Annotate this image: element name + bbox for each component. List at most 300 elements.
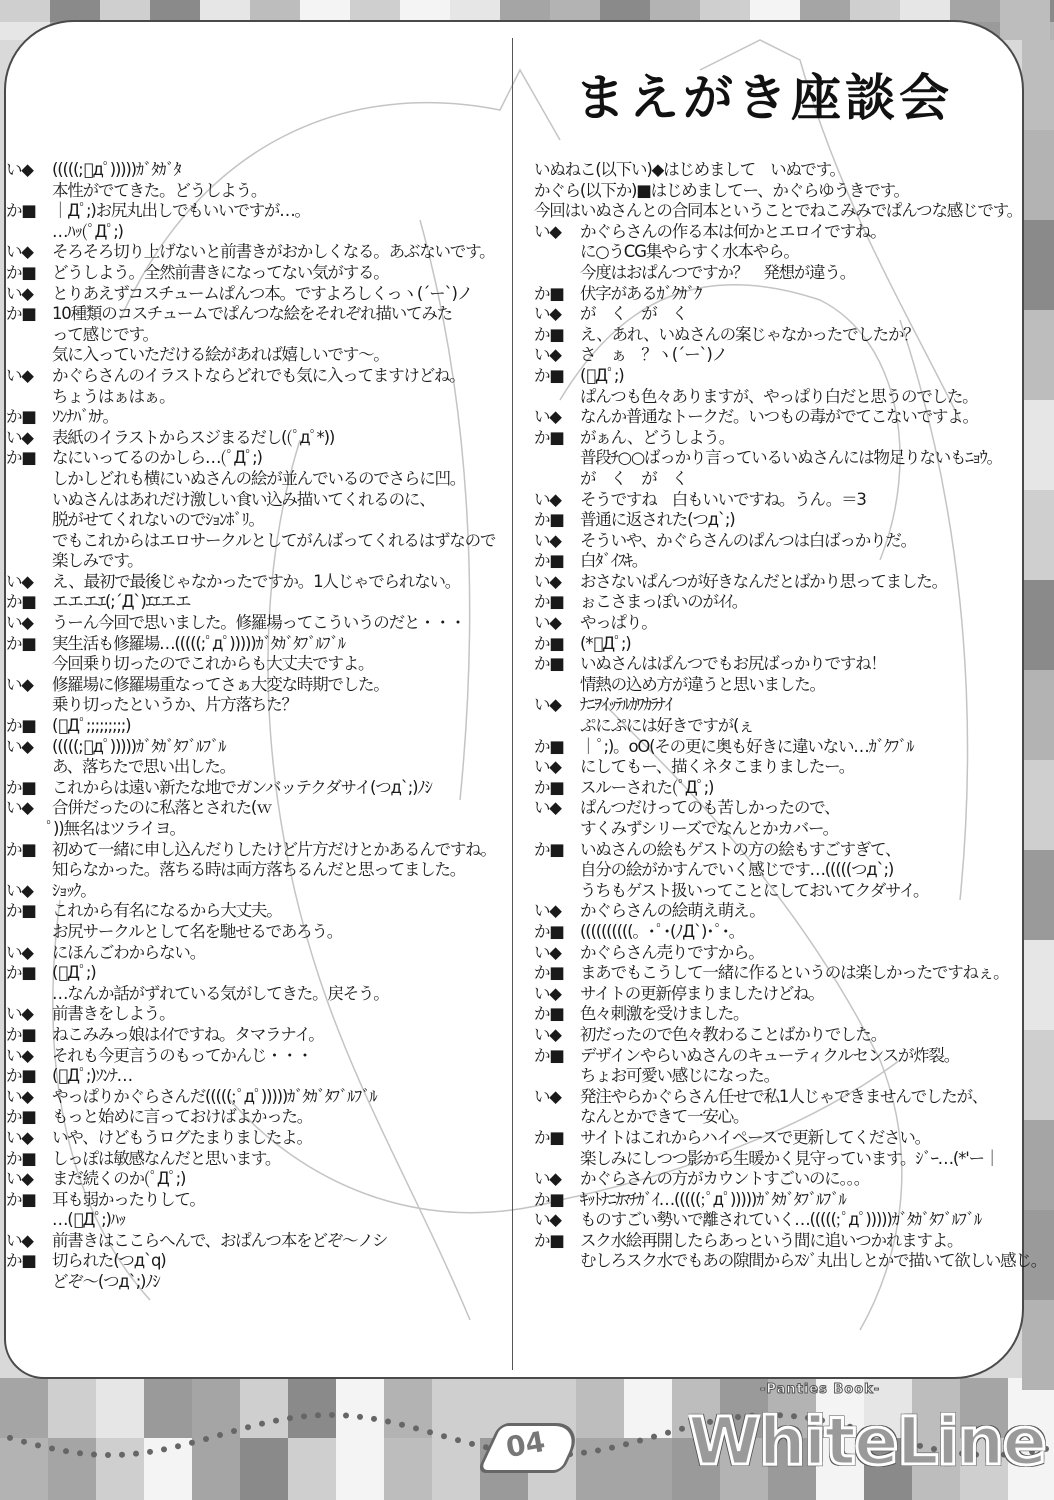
dialogue-line [6, 695, 506, 716]
speaker-marker: か■ [6, 1251, 36, 1271]
dialogue-text: が く が く [580, 304, 688, 324]
speaker-marker: い◆ [6, 160, 33, 179]
speaker-marker: か■ [534, 1230, 564, 1250]
speaker-marker: い◆ [6, 736, 33, 756]
dialogue-text: 楽しみです。 [52, 551, 143, 571]
speaker-marker: い◆ [6, 1004, 33, 1024]
dialogue-text: が く が く [580, 468, 688, 488]
dialogue-line [534, 222, 1024, 243]
dialogue-line [6, 592, 506, 613]
speaker-marker: い◆ [6, 427, 33, 447]
dialogue-text: おさないぱんつが好きなんだとばかり思ってました。 [580, 571, 947, 591]
dialogue-line [6, 1149, 506, 1170]
dialogue-text: 初めて一緒に申し込んだりしたけど片方だけとかあるんですね。 [52, 839, 496, 859]
speaker-marker: い◆ [534, 798, 561, 818]
mosaic-tile [1050, 22, 1054, 40]
dialogue-line [534, 387, 1024, 408]
dialogue-text: ｜Дﾟ;)お尻丸出しでもいいですが…。 [52, 201, 310, 221]
speaker-marker: い◆ [6, 798, 33, 818]
speaker-marker [6, 469, 52, 490]
dialogue-text: …ﾊｯ(ﾟДﾟ;) [52, 221, 123, 241]
speaker-marker: い◆ [6, 242, 33, 262]
speaker-marker: い◆ [6, 365, 33, 385]
dialogue-line [534, 325, 1024, 346]
dialogue-text: デザインやらいぬさんのキューティクルセンスが炸裂。 [580, 1045, 960, 1065]
dialogue-line [534, 1025, 1024, 1046]
dialogue-text: 発注やらかぐらさん任せで私1人じゃできませんでしたが、 [580, 1086, 988, 1106]
speaker-marker: か■ [534, 654, 564, 674]
speaker-marker: い◆ [6, 1045, 33, 1065]
dialogue-line [534, 490, 1024, 511]
dialogue-text: (ﾟДﾟ;)ｿﾝﾅ… [52, 1066, 132, 1086]
dialogue-line [534, 695, 1024, 716]
dialogue-text: 乗り切ったというか、片方落ちた？ [52, 695, 297, 715]
dialogue-line [6, 242, 506, 263]
dialogue-line [534, 469, 1024, 490]
dialogue-line [6, 840, 506, 861]
speaker-marker: い◆ [534, 1086, 561, 1106]
speaker-marker [534, 860, 580, 881]
dialogue-text: 前書きをしよう。 [52, 1004, 175, 1024]
wave-dot [119, 1452, 125, 1458]
dialogue-text: 普通に返された(つд`;) [580, 510, 735, 530]
speaker-marker [6, 181, 52, 202]
wave-dot [315, 1412, 321, 1418]
dialogue-line [534, 860, 1024, 881]
mosaic-tile [300, 0, 350, 22]
speaker-marker [534, 1251, 580, 1272]
dialogue-text: スク水絵再開したらあっという間に追いつかれますよ。 [580, 1230, 963, 1250]
dialogue-text: そういや、かぐらさんのぱんつは白ばっかりだ。 [580, 530, 916, 550]
speaker-marker: か■ [6, 963, 36, 983]
speaker-marker: い◆ [6, 942, 33, 962]
dialogue-line [534, 448, 1024, 469]
mosaic-tile [650, 0, 700, 22]
speaker-marker: か■ [534, 1045, 564, 1065]
dialogue-line [534, 654, 1024, 675]
speaker-marker: い◆ [534, 530, 561, 550]
mosaic-tile [1022, 490, 1054, 580]
dialogue-text: ぱんつだけってのも苦しかったので、 [580, 798, 840, 818]
speaker-marker: か■ [534, 1189, 564, 1209]
wave-dot [413, 1425, 419, 1431]
dialogue-text: でもこれからはエロサークルとしてがんばってくれるはずなので [52, 530, 496, 550]
dialogue-line [6, 284, 506, 305]
speaker-marker: い◆ [6, 283, 33, 303]
dialogue-text: かぐらさんの絵萌え萌え。 [580, 901, 765, 921]
dialogue-text: ものすごい勢いで離されていく…(((((;ﾟдﾟ)))))ｶﾞﾀｶﾞﾀﾌﾞﾙﾌﾞﾙ [580, 1210, 981, 1230]
dialogue-line [6, 1231, 506, 1252]
dialogue-line [534, 572, 1024, 593]
speaker-marker [534, 242, 580, 263]
dialogue-text: 前書きはここらへんで、おぱんつ本をどぞ～ノシ [52, 1230, 388, 1250]
mosaic-tile [350, 0, 400, 22]
speaker-marker [6, 325, 52, 346]
mosaic-tile [700, 0, 750, 22]
speaker-marker: い◆ [534, 1210, 561, 1230]
dialogue-line [6, 366, 506, 387]
dialogue-line [534, 592, 1024, 613]
dialogue-line [6, 1087, 506, 1108]
dialogue-text: ｷｯﾄﾅﾆｶﾏﾁｶﾞｲ…(((((;ﾟдﾟ)))))ｶﾞﾀｶﾞﾀﾌﾞﾙﾌﾞﾙ [580, 1189, 846, 1209]
dialogue-text: まだ続くのか(ﾟДﾟ;) [52, 1169, 186, 1189]
mosaic-tile [900, 0, 950, 22]
speaker-marker [534, 448, 580, 469]
wave-dot [259, 1421, 265, 1427]
dialogue-text: なんとかできて一安心。 [580, 1107, 749, 1127]
dialogue-text: 初だったので色々教わることばかりでした。 [580, 1024, 887, 1044]
speaker-marker [6, 1272, 52, 1293]
speaker-marker: か■ [534, 963, 564, 983]
speaker-marker [6, 757, 52, 778]
mosaic-tile [1050, 0, 1054, 22]
dialogue-line [6, 304, 506, 325]
dialogue-text: いぬねこ(以下い)◆はじめまして いぬです。 [534, 160, 845, 179]
dialogue-line [6, 407, 506, 428]
mosaic-tile [800, 0, 850, 22]
dialogue-text: がぁん、どうしよう。 [580, 427, 734, 447]
dialogue-line [534, 963, 1024, 984]
wave-dot [273, 1418, 279, 1424]
speaker-marker: か■ [6, 1107, 36, 1127]
dialogue-line [6, 325, 506, 346]
left-column-dialogue [6, 160, 506, 1293]
speaker-marker [534, 1107, 580, 1128]
dialogue-line [6, 984, 506, 1005]
dialogue-text: 今回はいぬさんとの合同本ということでねこみみでぱんつな感じです。 [534, 201, 1022, 221]
speaker-marker [534, 1066, 580, 1087]
dialogue-text: (ﾟДﾟ;) [580, 365, 624, 385]
speaker-marker: か■ [6, 201, 36, 221]
dialogue-line [534, 922, 1024, 943]
dialogue-text: (((((;ﾟдﾟ)))))ｶﾞﾀｶﾞﾀ [52, 160, 181, 179]
dialogue-line [6, 1272, 506, 1293]
dialogue-line [6, 737, 506, 758]
dialogue-line [6, 160, 506, 181]
mosaic-tile [1022, 760, 1054, 850]
mosaic-tile [1022, 1300, 1054, 1390]
wave-dot [231, 1428, 237, 1434]
dialogue-text: ｜ﾟ;)。oO(その更に奥も好きに違いない…ｶﾞｸﾌﾞﾙ [580, 736, 914, 756]
speaker-marker [6, 922, 52, 943]
dialogue-line [6, 510, 506, 531]
mosaic-tile [1022, 1030, 1054, 1120]
dialogue-text: ぱんつも色々ありますが、やっぱり白だと思うのでした。 [580, 386, 978, 406]
mosaic-tile [1022, 1120, 1054, 1210]
wave-dot [343, 1413, 349, 1419]
dialogue-text: いや、けどもうログたまりましたよ。 [52, 1127, 312, 1147]
speaker-marker: か■ [534, 324, 564, 344]
mosaic-tile [150, 0, 200, 22]
speaker-marker: か■ [534, 365, 564, 385]
dialogue-line [6, 490, 506, 511]
dialogue-line [534, 242, 1024, 263]
speaker-marker: か■ [534, 510, 564, 530]
wave-dot [385, 1419, 391, 1425]
dialogue-text: にほんごわからない。 [52, 942, 206, 962]
page-title: まえがき座談会 [575, 69, 953, 127]
speaker-marker: か■ [6, 1189, 36, 1209]
dialogue-text: すくみずシリーズでなんとかカバー。 [580, 819, 838, 838]
dialogue-line [6, 1210, 506, 1231]
dialogue-line [6, 387, 506, 408]
dialogue-line [534, 984, 1024, 1005]
dialogue-line [534, 737, 1024, 758]
speaker-marker: か■ [6, 262, 36, 282]
dialogue-text: ぷにぷには好きですが(ぇ [580, 716, 754, 736]
dialogue-line [534, 1190, 1024, 1211]
mosaic-tile [750, 0, 800, 22]
speaker-marker: い◆ [6, 1169, 33, 1189]
dialogue-line [6, 201, 506, 222]
dialogue-line [534, 1128, 1024, 1149]
dialogue-line [534, 1066, 1024, 1087]
wave-dot [245, 1424, 251, 1430]
speaker-marker [6, 222, 52, 243]
dialogue-line [6, 860, 506, 881]
speaker-marker: か■ [6, 592, 36, 612]
dialogue-text: あ、落ちたで思い出した。 [52, 757, 235, 777]
dialogue-line [6, 1128, 506, 1149]
wave-dot [581, 1450, 587, 1456]
wave-dot [175, 1443, 181, 1449]
mosaic-tile [1022, 580, 1054, 670]
dialogue-text: やっぱり。 [580, 613, 657, 633]
wave-dot [63, 1448, 69, 1454]
speaker-marker: か■ [6, 839, 36, 859]
dialogue-line [6, 819, 506, 840]
dialogue-line [6, 181, 506, 202]
speaker-marker [6, 551, 52, 572]
dialogue-text: 白ﾀﾞｲｽｷ。 [580, 551, 648, 571]
dialogue-text: エエエｴ(;´Д`)ｴｴエエ [52, 592, 191, 612]
speaker-marker [6, 387, 52, 408]
dialogue-line [534, 1087, 1024, 1108]
dialogue-text: 合併だったのに私落とされた(ｗ [52, 798, 272, 818]
dialogue-line [6, 634, 506, 655]
dialogue-line [6, 963, 506, 984]
mosaic-tile [1022, 310, 1054, 400]
mosaic-tile [450, 0, 500, 22]
speaker-marker: か■ [6, 304, 36, 324]
dialogue-line [534, 675, 1024, 696]
dialogue-text: かぐらさんのイラストならどれでも気に入ってますけどね。 [52, 365, 465, 385]
speaker-marker: い◆ [534, 983, 561, 1003]
speaker-marker: い◆ [6, 880, 33, 900]
dialogue-text: (ﾟДﾟ;) [52, 963, 96, 983]
dialogue-line [534, 428, 1024, 449]
dialogue-line [534, 819, 1024, 840]
wave-dot [161, 1446, 167, 1452]
dialogue-line [534, 1231, 1024, 1252]
dialogue-text: そうですね 白もいいですね。うん。＝3 [580, 489, 866, 509]
speaker-marker: か■ [6, 1066, 36, 1086]
dialogue-text: うちもゲスト扱いってことにしておいてクダサイ。 [580, 880, 929, 900]
dialogue-text: ﾅﾆｦｲｯﾃﾙｶﾜｶﾗﾅｲ [580, 695, 672, 715]
dialogue-text: スルーされた(ﾟДﾟ;) [580, 777, 714, 797]
speaker-marker: か■ [534, 777, 564, 797]
speaker-marker [534, 263, 580, 284]
logo-subtitle: -Panties Book- [760, 1382, 881, 1397]
speaker-marker [534, 819, 580, 840]
speaker-marker [534, 469, 580, 490]
speaker-marker [534, 1149, 580, 1170]
speaker-marker: い◆ [534, 407, 561, 427]
wave-dot [595, 1447, 601, 1453]
dialogue-line [534, 345, 1024, 366]
dialogue-line [6, 1004, 506, 1025]
dialogue-text: にしてもー、描くネタこまりましたー。 [580, 757, 855, 777]
dialogue-text: ねこみみっ娘はｲｲですね。タマラナイ。 [52, 1024, 324, 1044]
dialogue-text: そろそろ切り上げないと前書きがおかしくなる。あぶないです。 [52, 242, 495, 262]
speaker-marker [534, 387, 580, 408]
speaker-marker: か■ [6, 716, 36, 736]
wave-dot [609, 1445, 615, 1451]
dialogue-text: 楽しみにしつつ影から生暖かく見守っています。ｼﾞｰ…(*'ー｜ [580, 1148, 1000, 1168]
dialogue-line [6, 922, 506, 943]
dialogue-line [534, 757, 1024, 778]
speaker-marker: い◆ [6, 674, 33, 694]
dialogue-line [534, 1169, 1024, 1190]
dialogue-text: ちょお可愛い感じになった。 [580, 1066, 779, 1086]
speaker-marker: か■ [534, 633, 564, 653]
dialogue-line [534, 510, 1024, 531]
dialogue-line [6, 1107, 506, 1128]
dialogue-text: 表紙のイラストからスジまるだし((ﾟдﾟ*)) [52, 427, 335, 447]
dialogue-line [6, 778, 506, 799]
dialogue-text: 自分の絵がかすんでいく感じです…(((((つд`;) [580, 860, 894, 880]
speaker-marker: か■ [6, 901, 36, 921]
dialogue-text: かぐら(以下か)■はじめましてー、かぐらゆうきです。 [534, 180, 909, 200]
speaker-marker: い◆ [6, 571, 33, 591]
wave-dot [665, 1430, 671, 1436]
dialogue-line [534, 366, 1024, 387]
dialogue-text: って感じです。 [52, 324, 158, 344]
dialogue-text: ｿﾝﾅﾊﾞｶﾅ。 [52, 407, 118, 427]
dialogue-text: 脱がせてくれないのでｼｮﾝﾎﾞﾘ。 [52, 510, 264, 530]
dialogue-text: に○うCG集やらすく水本やら。 [580, 242, 799, 262]
dialogue-line [6, 943, 506, 964]
dialogue-text: 修羅場に修羅場重なってさぁ大変な時期でした。 [52, 674, 389, 694]
dialogue-line [534, 798, 1024, 819]
speaker-marker: い◆ [534, 901, 561, 921]
dialogue-text: 色々刺激を受けました。 [580, 1004, 749, 1024]
dialogue-line [534, 531, 1024, 552]
dialogue-line [6, 222, 506, 243]
dialogue-text: お尻サークルとして名を馳せるであろう。 [52, 921, 343, 941]
wave-dot [287, 1415, 293, 1421]
mosaic-tile [1000, 22, 1050, 40]
mosaic-tile [1022, 40, 1054, 130]
dialogue-text: これから有名になるから大丈夫。 [52, 901, 282, 921]
speaker-marker [534, 716, 580, 737]
wave-dot [441, 1433, 447, 1439]
dialogue-line [6, 531, 506, 552]
dialogue-line [6, 1190, 506, 1211]
speaker-marker: か■ [534, 551, 564, 571]
dialogue-line [534, 304, 1024, 325]
speaker-marker: か■ [6, 407, 36, 427]
dialogue-text: 気に入っていただける絵があれば嬉しいです～。 [52, 345, 389, 365]
speaker-marker [6, 510, 52, 531]
mosaic-tile [1000, 0, 1050, 22]
dialogue-text: やっぱりかぐらさんだ(((((;ﾟдﾟ)))))ｶﾞﾀｶﾞﾀﾌﾞﾙﾌﾞﾙ [52, 1086, 377, 1106]
speaker-marker: い◆ [534, 942, 561, 962]
wave-dot [49, 1446, 55, 1452]
dialogue-text: 普段ﾁ○○ばっかり言っているいぬさんには物足りないもﾆｮｳ。 [580, 448, 1002, 468]
dialogue-text: しかしどれも横にいぬさんの絵が並んでいるのでさらに凹。 [52, 468, 466, 488]
dialogue-line [534, 943, 1024, 964]
dialogue-text: かぐらさんの方がカウントすごいのに。。。 [580, 1169, 870, 1189]
mosaic-tile [950, 0, 1000, 22]
speaker-marker: か■ [6, 633, 36, 653]
right-column-dialogue [534, 160, 1047, 1272]
dialogue-text: 10種類のコスチュームでぱんつな絵をそれぞれ描いてみた [52, 304, 452, 324]
dialogue-line [6, 1169, 506, 1190]
dialogue-text: え、あれ、いぬさんの案じゃなかったでしたか？ [580, 324, 919, 344]
dialogue-text: サイトはこれからハイペースで更新してください。 [580, 1127, 930, 1147]
dialogue-text: うーん今回で思いました。修羅場ってこういうのだと・・・ [52, 613, 466, 633]
dialogue-text: むしろスク水でもあの隙間からｽｼﾞ丸出しとかで描いて欲しい感じ。 [580, 1251, 1047, 1271]
wave-dot [105, 1452, 111, 1458]
speaker-marker [6, 860, 52, 881]
speaker-marker: か■ [534, 1004, 564, 1024]
mosaic-tile [50, 0, 100, 22]
dialogue-text: ﾟ))無名はツライヨ。 [46, 819, 185, 838]
dialogue-text: ぉこさまっぽいのがｲｲ。 [580, 592, 748, 612]
dialogue-text: 切られた(つд`q) [52, 1251, 166, 1271]
dialogue-text: サイトの更新停まりましたけどね。 [580, 983, 824, 1003]
wave-dot [301, 1413, 307, 1419]
speaker-marker [6, 345, 52, 366]
dialogue-text: どうしよう。全然前書きになってない気がする。 [52, 262, 389, 282]
dialogue-line [6, 654, 506, 675]
dialogue-text: しっぽは敏感なんだと思います。 [52, 1148, 281, 1168]
mosaic-tile [1022, 130, 1054, 220]
speaker-marker: か■ [534, 839, 564, 859]
page-number: 04 [503, 1424, 548, 1465]
dialogue-line [534, 1004, 1024, 1025]
dialogue-line [534, 407, 1024, 428]
dialogue-line [6, 901, 506, 922]
wave-dot [623, 1441, 629, 1447]
dialogue-line [6, 448, 506, 469]
dialogue-text: 知らなかった。落ちる時は両方落ちるんだと思ってました。 [52, 860, 466, 880]
speaker-marker: い◆ [534, 304, 561, 324]
mosaic-tile [0, 0, 50, 22]
speaker-marker: か■ [534, 592, 564, 612]
speaker-marker [6, 490, 52, 511]
dialogue-text: どぞ～(つд`;)ﾉｼ [52, 1272, 160, 1292]
speaker-marker: い◆ [534, 1169, 561, 1189]
wave-dot [147, 1449, 153, 1455]
dialogue-text: え、最初で最後じゃなかったですか。1人じゃでられない。 [52, 571, 461, 591]
dialogue-line [534, 840, 1024, 861]
speaker-marker: い◆ [534, 345, 561, 365]
speaker-marker [6, 1210, 52, 1231]
mosaic-tile [400, 0, 450, 22]
speaker-marker: か■ [6, 1024, 36, 1044]
dialogue-text: これからは遠い新たな地でガンバッテクダサイ(つд`;)ﾉｼ [52, 777, 432, 797]
dialogue-text: さ ぁ ？ヽ(´ー`)ノ [580, 345, 727, 365]
wave-dot [189, 1440, 195, 1446]
mosaic-tile [1022, 850, 1054, 940]
mosaic-tile [1022, 940, 1054, 1030]
wave-dot [357, 1414, 363, 1420]
wave-dot [651, 1434, 657, 1440]
dialogue-line [534, 1107, 1024, 1128]
speaker-marker [6, 531, 52, 552]
